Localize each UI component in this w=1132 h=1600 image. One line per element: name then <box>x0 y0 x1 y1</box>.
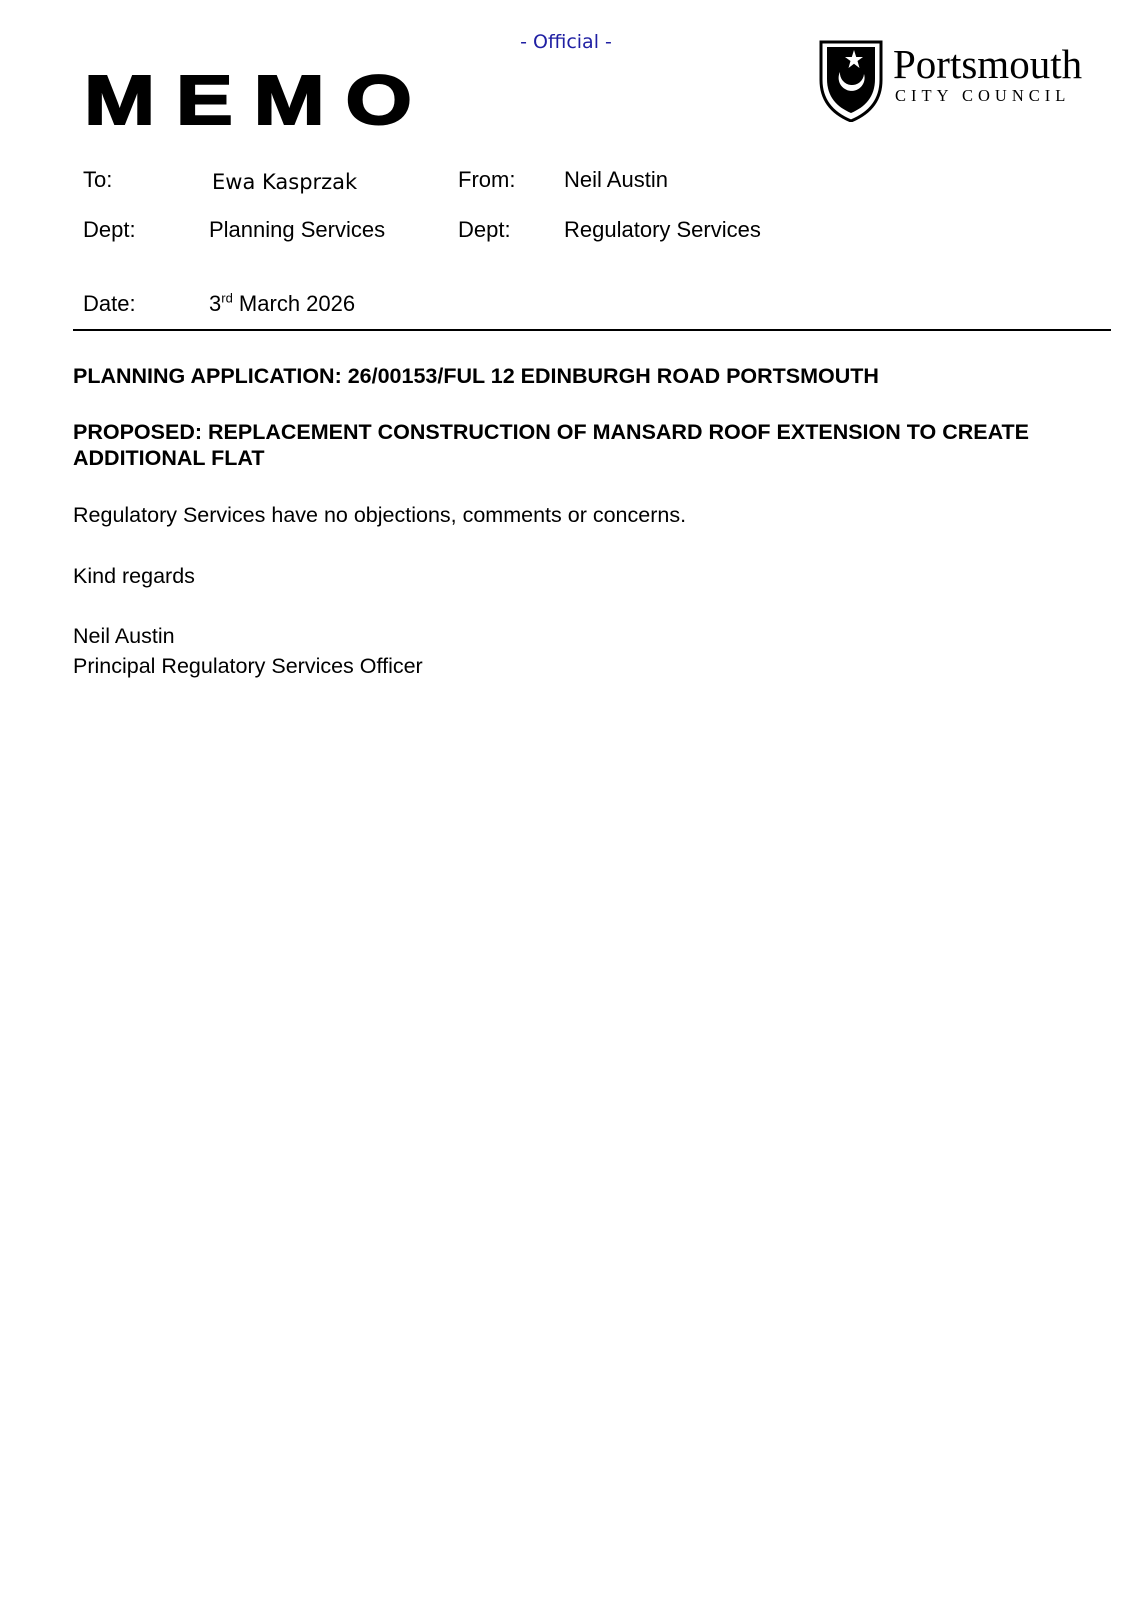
to-value: Ewa Kasprzak <box>212 170 358 194</box>
classification-marking: - Official - <box>520 31 612 53</box>
statement-text: Regulatory Services have no objections, comments or concerns. <box>73 503 687 527</box>
council-crest-icon <box>818 36 884 122</box>
from-label: From: <box>458 167 516 192</box>
date-suffix: rd <box>221 290 233 306</box>
header-divider <box>73 329 1111 331</box>
application-heading: PLANNING APPLICATION: 26/00153/FUL 12 EDINBURGH ROAD PORTSMOUTH <box>73 364 879 388</box>
from-dept-label: Dept: <box>458 217 511 242</box>
logo-subtitle: CITY COUNCIL <box>895 86 1071 105</box>
to-dept-label: Dept: <box>83 217 136 242</box>
from-value: Neil Austin <box>564 167 668 192</box>
date-month-year: March 2026 <box>232 291 356 316</box>
to-dept-value: Planning Services <box>209 217 386 242</box>
from-dept-value: Regulatory Services <box>564 217 761 242</box>
to-label: To: <box>83 167 113 192</box>
signatory-title: Principal Regulatory Services Officer <box>73 654 423 678</box>
logo-wordmark: Portsmouth <box>893 41 1083 87</box>
signatory-name: Neil Austin <box>73 624 175 648</box>
date-value <box>209 291 355 317</box>
proposed-heading: PROPOSED: REPLACEMENT CONSTRUCTION OF MANSARD ROOF EXTENSION TO CREATE ADDITIONAL FLAT <box>73 420 1029 470</box>
date-day: 3 <box>209 291 222 316</box>
memo-title: MEMO <box>84 61 433 139</box>
closing-text: Kind regards <box>73 564 195 588</box>
date-label: Date: <box>83 291 136 316</box>
council-logo <box>818 36 1108 122</box>
